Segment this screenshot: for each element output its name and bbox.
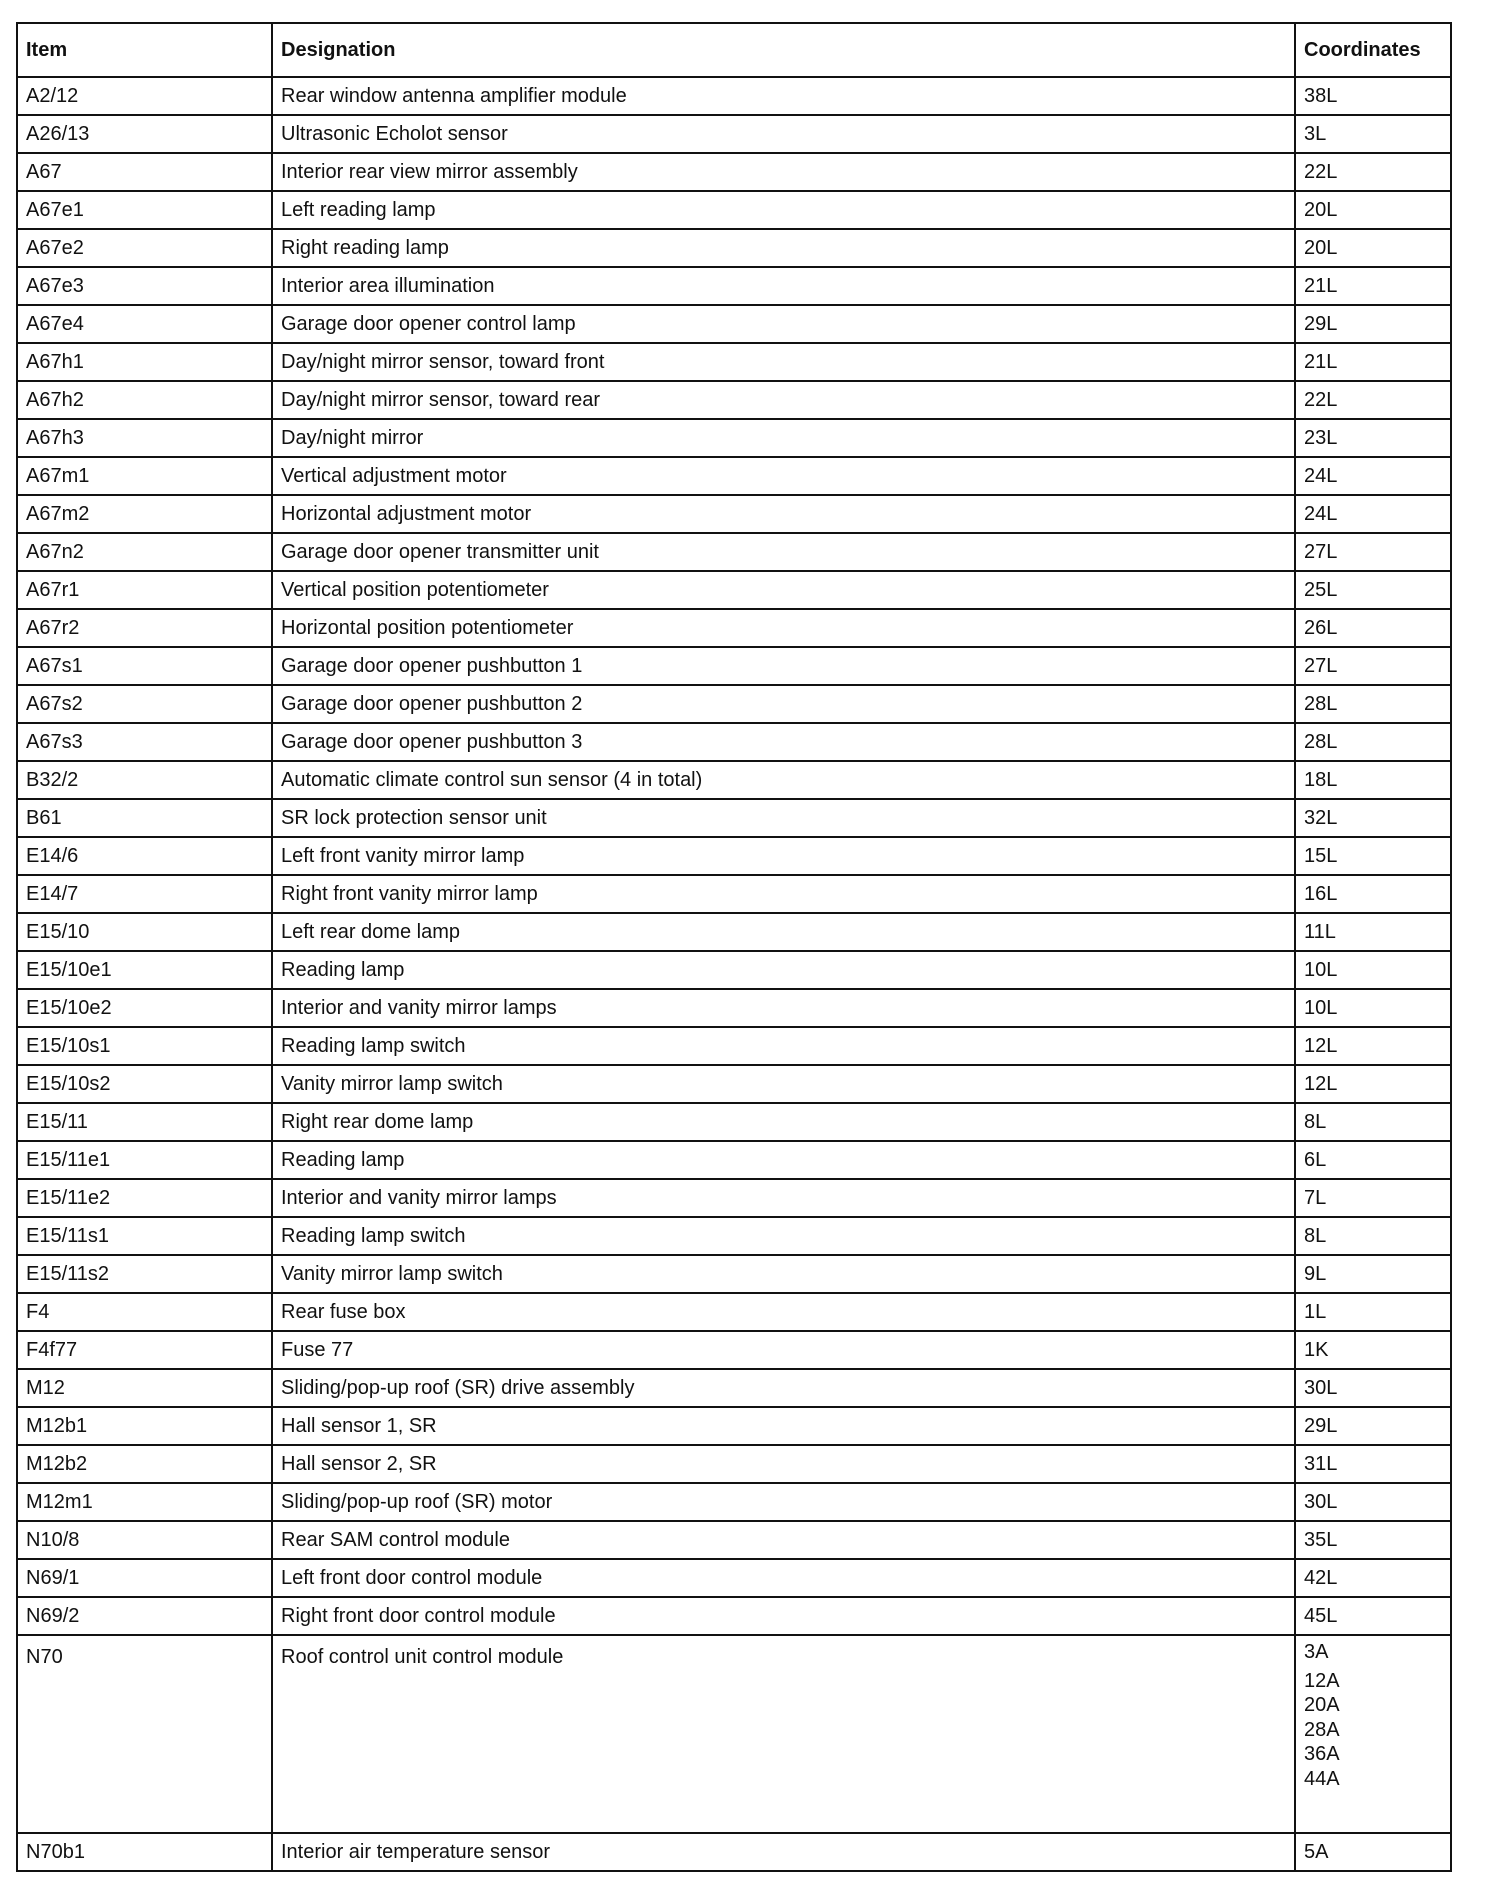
table-row bbox=[18, 1483, 1450, 1521]
coordinate-value: 38L bbox=[1304, 84, 1338, 107]
header-coordinates: Coordinates bbox=[1295, 24, 1450, 77]
item-cell: A67n2 bbox=[18, 533, 272, 571]
coordinate-value: 28A bbox=[1304, 1718, 1340, 1741]
designation-cell: Left front vanity mirror lamp bbox=[272, 837, 1295, 875]
designation-cell: Garage door opener pushbutton 3 bbox=[272, 723, 1295, 761]
coordinate-value: 1K bbox=[1304, 1338, 1329, 1361]
designation-cell: SR lock protection sensor unit bbox=[272, 799, 1295, 837]
coordinates-cell bbox=[1295, 1293, 1450, 1331]
table-row bbox=[18, 1521, 1450, 1559]
coordinate-value: 20A bbox=[1304, 1694, 1340, 1716]
coordinates-cell bbox=[1295, 1065, 1450, 1103]
coordinates-cell bbox=[1295, 723, 1450, 761]
item-cell: M12 bbox=[18, 1369, 272, 1407]
coordinates-cell bbox=[1295, 1141, 1450, 1179]
coordinate-value: 27L bbox=[1304, 540, 1338, 563]
item-cell: E15/11s1 bbox=[18, 1217, 272, 1255]
designation-cell: Sliding/pop-up roof (SR) motor bbox=[272, 1483, 1295, 1521]
coordinates-cell bbox=[1295, 305, 1450, 343]
coordinate-value: 10L bbox=[1304, 958, 1338, 981]
item-cell: N70b1 bbox=[18, 1833, 272, 1871]
table-row bbox=[18, 875, 1450, 913]
item-cell: N69/2 bbox=[18, 1597, 272, 1635]
coordinate-value: 29L bbox=[1304, 1414, 1338, 1437]
coordinates-cell bbox=[1295, 533, 1450, 571]
designation-cell: Left reading lamp bbox=[272, 191, 1295, 229]
coordinates-cell bbox=[1295, 1255, 1450, 1293]
item-cell: A67e4 bbox=[18, 305, 272, 343]
coordinate-value: 27L bbox=[1304, 654, 1338, 677]
table-row bbox=[18, 1027, 1450, 1065]
table-row bbox=[18, 1065, 1450, 1103]
coordinates-cell bbox=[1295, 571, 1450, 609]
table-row bbox=[18, 191, 1450, 229]
coordinates-cell bbox=[1295, 685, 1450, 723]
coordinates-cell bbox=[1295, 381, 1450, 419]
coordinates-cell bbox=[1295, 77, 1450, 115]
table-row bbox=[18, 495, 1450, 533]
coordinate-value: 44A bbox=[1304, 1767, 1340, 1790]
item-cell: A67h2 bbox=[18, 381, 272, 419]
coordinates-cell bbox=[1295, 1331, 1450, 1369]
table-row bbox=[18, 343, 1450, 381]
coordinate-value: 45L bbox=[1304, 1604, 1338, 1627]
table-row bbox=[18, 1833, 1450, 1871]
item-cell: E15/11e1 bbox=[18, 1141, 272, 1179]
coordinate-value: 24L bbox=[1304, 502, 1338, 525]
designation-cell: Interior and vanity mirror lamps bbox=[272, 989, 1295, 1027]
coordinates-cell bbox=[1295, 799, 1450, 837]
coordinate-value: 21L bbox=[1304, 274, 1338, 297]
coordinates-cell bbox=[1295, 267, 1450, 305]
coordinates-cell bbox=[1295, 951, 1450, 989]
header-designation: Designation bbox=[272, 24, 1295, 77]
coordinates-cell bbox=[1295, 191, 1450, 229]
item-cell: M12m1 bbox=[18, 1483, 272, 1521]
table-row bbox=[18, 381, 1450, 419]
designation-cell: Fuse 77 bbox=[272, 1331, 1295, 1369]
table-row bbox=[18, 419, 1450, 457]
table-row bbox=[18, 685, 1450, 723]
table-row bbox=[18, 989, 1450, 1027]
coordinates-cell bbox=[1295, 837, 1450, 875]
table-row bbox=[18, 1103, 1450, 1141]
table-body bbox=[18, 77, 1450, 1871]
coordinate-value: 18L bbox=[1304, 768, 1338, 791]
coordinate-value: 21L bbox=[1304, 350, 1338, 373]
coordinates-cell bbox=[1295, 875, 1450, 913]
item-cell: M12b1 bbox=[18, 1407, 272, 1445]
coordinates-cell bbox=[1295, 1635, 1450, 1833]
coordinates-cell bbox=[1295, 913, 1450, 951]
item-cell: F4f77 bbox=[18, 1331, 272, 1369]
coordinate-value: 30L bbox=[1304, 1490, 1338, 1513]
item-cell: A67m1 bbox=[18, 457, 272, 495]
table-row bbox=[18, 799, 1450, 837]
designation-cell: Day/night mirror sensor, toward front bbox=[272, 343, 1295, 381]
table-row bbox=[18, 1141, 1450, 1179]
item-cell: E14/6 bbox=[18, 837, 272, 875]
designation-cell: Garage door opener transmitter unit bbox=[272, 533, 1295, 571]
designation-cell: Hall sensor 1, SR bbox=[272, 1407, 1295, 1445]
designation-cell: Reading lamp bbox=[272, 1141, 1295, 1179]
coordinate-value: 28L bbox=[1304, 692, 1338, 715]
item-cell: E15/10 bbox=[18, 913, 272, 951]
designation-cell: Right front vanity mirror lamp bbox=[272, 875, 1295, 913]
coordinates-cell bbox=[1295, 1407, 1450, 1445]
coordinate-value: 8L bbox=[1304, 1110, 1327, 1133]
item-cell: A67m2 bbox=[18, 495, 272, 533]
coordinate-value: 22L bbox=[1304, 160, 1338, 183]
coordinate-value: 16L bbox=[1304, 882, 1338, 905]
coordinate-value: 36A bbox=[1304, 1743, 1340, 1765]
coordinates-cell bbox=[1295, 419, 1450, 457]
designation-cell: Horizontal position potentiometer bbox=[272, 609, 1295, 647]
table-row bbox=[18, 837, 1450, 875]
coordinate-value: 30L bbox=[1304, 1376, 1338, 1399]
coordinate-value: 1L bbox=[1304, 1300, 1327, 1323]
designation-cell: Interior area illumination bbox=[272, 267, 1295, 305]
table-row bbox=[18, 761, 1450, 799]
item-cell: A26/13 bbox=[18, 115, 272, 153]
item-cell: A67e1 bbox=[18, 191, 272, 229]
designation-cell: Reading lamp switch bbox=[272, 1217, 1295, 1255]
item-cell: E15/10e1 bbox=[18, 951, 272, 989]
item-cell: F4 bbox=[18, 1293, 272, 1331]
coordinates-cell bbox=[1295, 1833, 1450, 1871]
designation-cell: Day/night mirror bbox=[272, 419, 1295, 457]
item-cell: M12b2 bbox=[18, 1445, 272, 1483]
designation-cell: Right front door control module bbox=[272, 1597, 1295, 1635]
coordinate-value: 3L bbox=[1304, 122, 1327, 145]
coordinates-cell bbox=[1295, 647, 1450, 685]
coordinate-value: 29L bbox=[1304, 312, 1338, 335]
coordinate-value: 42L bbox=[1304, 1566, 1338, 1589]
item-cell: A67 bbox=[18, 153, 272, 191]
designation-cell: Left rear dome lamp bbox=[272, 913, 1295, 951]
designation-cell: Interior and vanity mirror lamps bbox=[272, 1179, 1295, 1217]
coordinate-value: 5A bbox=[1304, 1840, 1329, 1863]
coordinates-cell bbox=[1295, 115, 1450, 153]
item-cell: E15/10s2 bbox=[18, 1065, 272, 1103]
designation-cell: Vanity mirror lamp switch bbox=[272, 1065, 1295, 1103]
coordinates-cell bbox=[1295, 1445, 1450, 1483]
coordinates-cell bbox=[1295, 1521, 1450, 1559]
coordinate-value: 12A bbox=[1304, 1669, 1340, 1692]
coordinates-cell bbox=[1295, 1217, 1450, 1255]
coordinates-cell bbox=[1295, 609, 1450, 647]
designation-cell: Vanity mirror lamp switch bbox=[272, 1255, 1295, 1293]
designation-cell: Left front door control module bbox=[272, 1559, 1295, 1597]
item-cell: E15/10e2 bbox=[18, 989, 272, 1027]
table-header-row bbox=[18, 24, 1450, 77]
coordinate-value: 23L bbox=[1304, 426, 1338, 449]
coordinate-value: 3A bbox=[1304, 1641, 1329, 1663]
item-cell: B61 bbox=[18, 799, 272, 837]
item-cell: A2/12 bbox=[18, 77, 272, 115]
table-row bbox=[18, 457, 1450, 495]
designation-cell: Reading lamp bbox=[272, 951, 1295, 989]
coordinate-value: 32L bbox=[1304, 806, 1338, 829]
designation-cell: Horizontal adjustment motor bbox=[272, 495, 1295, 533]
coordinates-cell bbox=[1295, 1179, 1450, 1217]
designation-cell: Garage door opener control lamp bbox=[272, 305, 1295, 343]
designation-cell: Right rear dome lamp bbox=[272, 1103, 1295, 1141]
coordinates-cell bbox=[1295, 989, 1450, 1027]
item-cell: E15/10s1 bbox=[18, 1027, 272, 1065]
coordinate-value: 24L bbox=[1304, 464, 1338, 487]
coordinates-cell bbox=[1295, 1483, 1450, 1521]
item-cell: A67s1 bbox=[18, 647, 272, 685]
table-row bbox=[18, 571, 1450, 609]
coordinates-cell bbox=[1295, 761, 1450, 799]
component-table bbox=[18, 24, 1450, 1872]
table-row bbox=[18, 267, 1450, 305]
designation-cell: Rear fuse box bbox=[272, 1293, 1295, 1331]
designation-cell: Right reading lamp bbox=[272, 229, 1295, 267]
designation-cell: Vertical adjustment motor bbox=[272, 457, 1295, 495]
table-row bbox=[18, 1217, 1450, 1255]
coordinate-value: 25L bbox=[1304, 578, 1338, 601]
designation-cell: Ultrasonic Echolot sensor bbox=[272, 115, 1295, 153]
coordinates-cell bbox=[1295, 1027, 1450, 1065]
designation-cell: Interior rear view mirror assembly bbox=[272, 153, 1295, 191]
coordinate-value: 31L bbox=[1304, 1452, 1338, 1475]
designation-cell: Interior air temperature sensor bbox=[272, 1833, 1295, 1871]
designation-cell: Hall sensor 2, SR bbox=[272, 1445, 1295, 1483]
table-row bbox=[18, 951, 1450, 989]
coordinates-cell bbox=[1295, 153, 1450, 191]
coordinate-value: 12L bbox=[1304, 1072, 1338, 1095]
coordinate-value: 12L bbox=[1304, 1034, 1338, 1057]
designation-cell: Reading lamp switch bbox=[272, 1027, 1295, 1065]
item-cell: A67r1 bbox=[18, 571, 272, 609]
table-row bbox=[18, 153, 1450, 191]
coordinate-value: 15L bbox=[1304, 844, 1338, 867]
coordinates-cell bbox=[1295, 457, 1450, 495]
item-cell: N10/8 bbox=[18, 1521, 272, 1559]
coordinates-cell bbox=[1295, 229, 1450, 267]
coordinate-value: 10L bbox=[1304, 996, 1338, 1019]
item-cell: E15/11e2 bbox=[18, 1179, 272, 1217]
coordinate-value: 8L bbox=[1304, 1224, 1327, 1247]
item-cell: A67s2 bbox=[18, 685, 272, 723]
coordinates-cell bbox=[1295, 1369, 1450, 1407]
table-row bbox=[18, 533, 1450, 571]
coordinate-value: 20L bbox=[1304, 236, 1338, 259]
table-row bbox=[18, 1445, 1450, 1483]
table-row bbox=[18, 647, 1450, 685]
coordinate-value: 22L bbox=[1304, 388, 1338, 411]
table-row bbox=[18, 723, 1450, 761]
coordinate-value: 28L bbox=[1304, 730, 1338, 753]
table-row bbox=[18, 229, 1450, 267]
item-cell: N69/1 bbox=[18, 1559, 272, 1597]
designation-cell: Vertical position potentiometer bbox=[272, 571, 1295, 609]
table-row bbox=[18, 1597, 1450, 1635]
designation-cell: Automatic climate control sun sensor (4 in total) bbox=[272, 761, 1295, 799]
table-row bbox=[18, 77, 1450, 115]
coordinate-value: 26L bbox=[1304, 616, 1338, 639]
designation-cell: Sliding/pop-up roof (SR) drive assembly bbox=[272, 1369, 1295, 1407]
table-row bbox=[18, 1635, 1450, 1833]
designation-cell: Day/night mirror sensor, toward rear bbox=[272, 381, 1295, 419]
designation-cell: Garage door opener pushbutton 2 bbox=[272, 685, 1295, 723]
table-row bbox=[18, 913, 1450, 951]
item-cell: A67h3 bbox=[18, 419, 272, 457]
designation-cell: Rear SAM control module bbox=[272, 1521, 1295, 1559]
table-row bbox=[18, 609, 1450, 647]
coordinates-cell bbox=[1295, 1559, 1450, 1597]
coordinate-value: 7L bbox=[1304, 1186, 1327, 1209]
item-cell: E15/11s2 bbox=[18, 1255, 272, 1293]
designation-cell: Rear window antenna amplifier module bbox=[272, 77, 1295, 115]
item-cell: B32/2 bbox=[18, 761, 272, 799]
table-row bbox=[18, 1331, 1450, 1369]
coordinate-value: 9L bbox=[1304, 1262, 1327, 1285]
item-cell: E14/7 bbox=[18, 875, 272, 913]
table-row bbox=[18, 1407, 1450, 1445]
coordinate-value: 20L bbox=[1304, 198, 1338, 221]
item-cell: A67h1 bbox=[18, 343, 272, 381]
item-cell: E15/11 bbox=[18, 1103, 272, 1141]
component-table-container bbox=[16, 22, 1452, 1872]
item-cell: A67r2 bbox=[18, 609, 272, 647]
designation-cell: Roof control unit control module bbox=[272, 1635, 1295, 1833]
table-row bbox=[18, 1255, 1450, 1293]
table-row bbox=[18, 305, 1450, 343]
designation-cell: Garage door opener pushbutton 1 bbox=[272, 647, 1295, 685]
coordinates-cell bbox=[1295, 495, 1450, 533]
coordinates-cell bbox=[1295, 1597, 1450, 1635]
item-cell: A67e2 bbox=[18, 229, 272, 267]
table-row bbox=[18, 115, 1450, 153]
table-row bbox=[18, 1293, 1450, 1331]
coordinate-value: 11L bbox=[1304, 920, 1336, 943]
item-cell: A67s3 bbox=[18, 723, 272, 761]
header-item: Item bbox=[18, 24, 272, 77]
coordinates-cell bbox=[1295, 1103, 1450, 1141]
coordinate-value: 35L bbox=[1304, 1528, 1338, 1551]
coordinate-value: 6L bbox=[1304, 1148, 1327, 1171]
coordinates-cell bbox=[1295, 343, 1450, 381]
table-row bbox=[18, 1369, 1450, 1407]
table-row bbox=[18, 1179, 1450, 1217]
item-cell: A67e3 bbox=[18, 267, 272, 305]
item-cell: N70 bbox=[18, 1635, 272, 1833]
table-row bbox=[18, 1559, 1450, 1597]
